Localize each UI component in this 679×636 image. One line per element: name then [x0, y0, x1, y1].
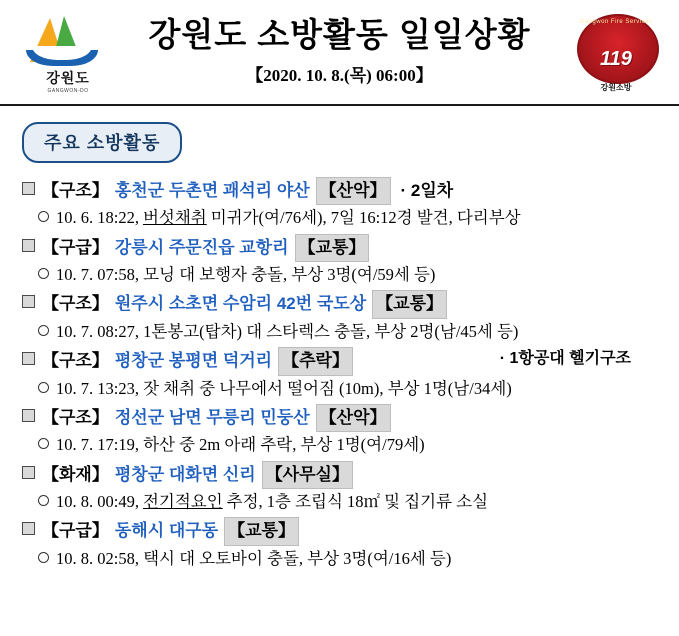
entry-type-badge: 【산악】: [316, 177, 391, 205]
entry-headline: [22, 404, 665, 432]
entry-detail: [22, 489, 665, 515]
square-bullet-icon: [22, 239, 35, 252]
circle-bullet-icon: [38, 495, 49, 506]
entry-detail-suffix: 미귀가(여/76세), 7일 16:12경 발견, 다리부상: [210, 208, 521, 228]
square-bullet-icon: [22, 295, 35, 308]
entry-detail-underline: 버섯채취: [142, 208, 207, 228]
entry-category: 【구조】: [42, 181, 109, 200]
page-title: 강원도 소방활동 일일상황: [148, 16, 531, 53]
report-datetime: 【2020. 10. 8.(목) 06:00】: [246, 66, 433, 86]
square-bullet-icon: [22, 522, 35, 535]
list-item: [22, 177, 665, 232]
entry-headline: [22, 347, 665, 375]
entry-headline: [22, 177, 665, 205]
entry-category: 【구급】: [42, 237, 109, 257]
list-item: [22, 234, 665, 289]
circle-bullet-icon: [38, 382, 49, 393]
square-bullet-icon: [22, 352, 35, 365]
entry-detail: [22, 546, 665, 572]
logo-sublabel: GANGWON-DO: [47, 88, 89, 94]
entry-detail: [22, 376, 665, 402]
entry-location: 동해시 대구동: [114, 521, 219, 541]
circle-bullet-icon: [38, 268, 49, 279]
list-item: [22, 404, 665, 459]
entry-location: 원주시 소초면 수암리 42번 국도상: [114, 294, 367, 314]
entry-headline: [22, 290, 665, 318]
entry-detail-prefix: 10. 7. 07:58, 모닝 대 보행자 충돌, 부상 3명(여/59세 등): [56, 265, 436, 285]
entry-extra-note: · 2일차: [400, 181, 454, 200]
circle-bullet-icon: [38, 325, 49, 336]
entry-headline: [22, 461, 665, 489]
entry-location: 평창군 대화면 신리: [114, 464, 256, 484]
square-bullet-icon: [22, 182, 35, 195]
activity-list: [0, 177, 679, 572]
entry-detail-prefix: 10. 6. 18:22,: [56, 208, 139, 228]
entry-detail-underline: 전기적요인: [142, 492, 223, 512]
square-bullet-icon: [22, 409, 35, 422]
logo-mark-icon: [22, 16, 108, 66]
entry-detail-prefix: 10. 8. 00:49,: [56, 492, 139, 512]
entry-right-note: · 1항공대 헬기구조: [499, 350, 631, 368]
entry-detail: [22, 205, 665, 231]
entry-type-badge: 【추락】: [278, 347, 353, 375]
entry-detail-prefix: 10. 7. 17:19, 하산 중 2m 아래 추락, 부상 1명(여/79세): [56, 435, 425, 455]
entry-category: 【구조】: [42, 407, 109, 427]
entry-category: 【화재】: [42, 464, 109, 484]
page-header: [0, 0, 679, 106]
entry-detail: [22, 262, 665, 288]
emblem-bottom-label: 강원소방: [600, 83, 632, 92]
emblem-top-label: Gangwon Fire Services: [579, 19, 653, 25]
circle-bullet-icon: [38, 552, 49, 563]
emblem-119-label: 119: [600, 48, 632, 70]
entry-headline: [22, 517, 665, 545]
entry-detail-suffix: 추정, 1층 조립식 18㎡ 및 집기류 소실: [226, 492, 489, 512]
circle-bullet-icon: [38, 211, 49, 222]
entry-type-badge: 【교통】: [295, 234, 370, 262]
entry-type-badge: 【교통】: [224, 517, 299, 545]
entry-location: 홍천군 두촌면 괘석리 야산: [114, 181, 310, 200]
entry-type-badge: 【교통】: [372, 290, 447, 318]
entry-location: 정선군 남면 무릉리 민둥산: [114, 407, 310, 427]
entry-category: 【구조】: [42, 294, 109, 314]
list-item: [22, 461, 665, 516]
logo-label: 강원도: [46, 70, 90, 86]
list-item: [22, 290, 665, 345]
entry-detail-prefix: 10. 8. 02:58, 택시 대 오토바이 충돌, 부상 3명(여/16세 등): [56, 548, 452, 568]
entry-category: 【구급】: [42, 521, 109, 541]
circle-bullet-icon: [38, 438, 49, 449]
entry-category: 【구조】: [42, 351, 109, 371]
fire-service-emblem: [573, 12, 661, 94]
entry-detail-prefix: 10. 7. 13:23, 잣 채취 중 나무에서 떨어짐 (10m), 부상 1명(남/34세): [56, 378, 512, 398]
entry-type-badge: 【산악】: [316, 404, 391, 432]
entry-detail-prefix: 10. 7. 08:27, 1톤봉고(탑차) 대 스타렉스 충돌, 부상 2명(남/45세 등): [56, 321, 519, 341]
list-item: [22, 347, 665, 402]
title-block: [120, 14, 559, 86]
gangwon-province-logo: [22, 16, 114, 92]
entry-headline: [22, 234, 665, 262]
section-heading: 주요 소방활동: [22, 122, 182, 163]
entry-detail: [22, 432, 665, 458]
entry-location: 평창군 봉평면 덕거리: [114, 351, 273, 371]
list-item: [22, 517, 665, 572]
entry-location: 강릉시 주문진읍 교항리: [114, 237, 289, 257]
entry-detail: [22, 319, 665, 345]
entry-type-badge: 【사무실】: [262, 461, 353, 489]
square-bullet-icon: [22, 466, 35, 479]
